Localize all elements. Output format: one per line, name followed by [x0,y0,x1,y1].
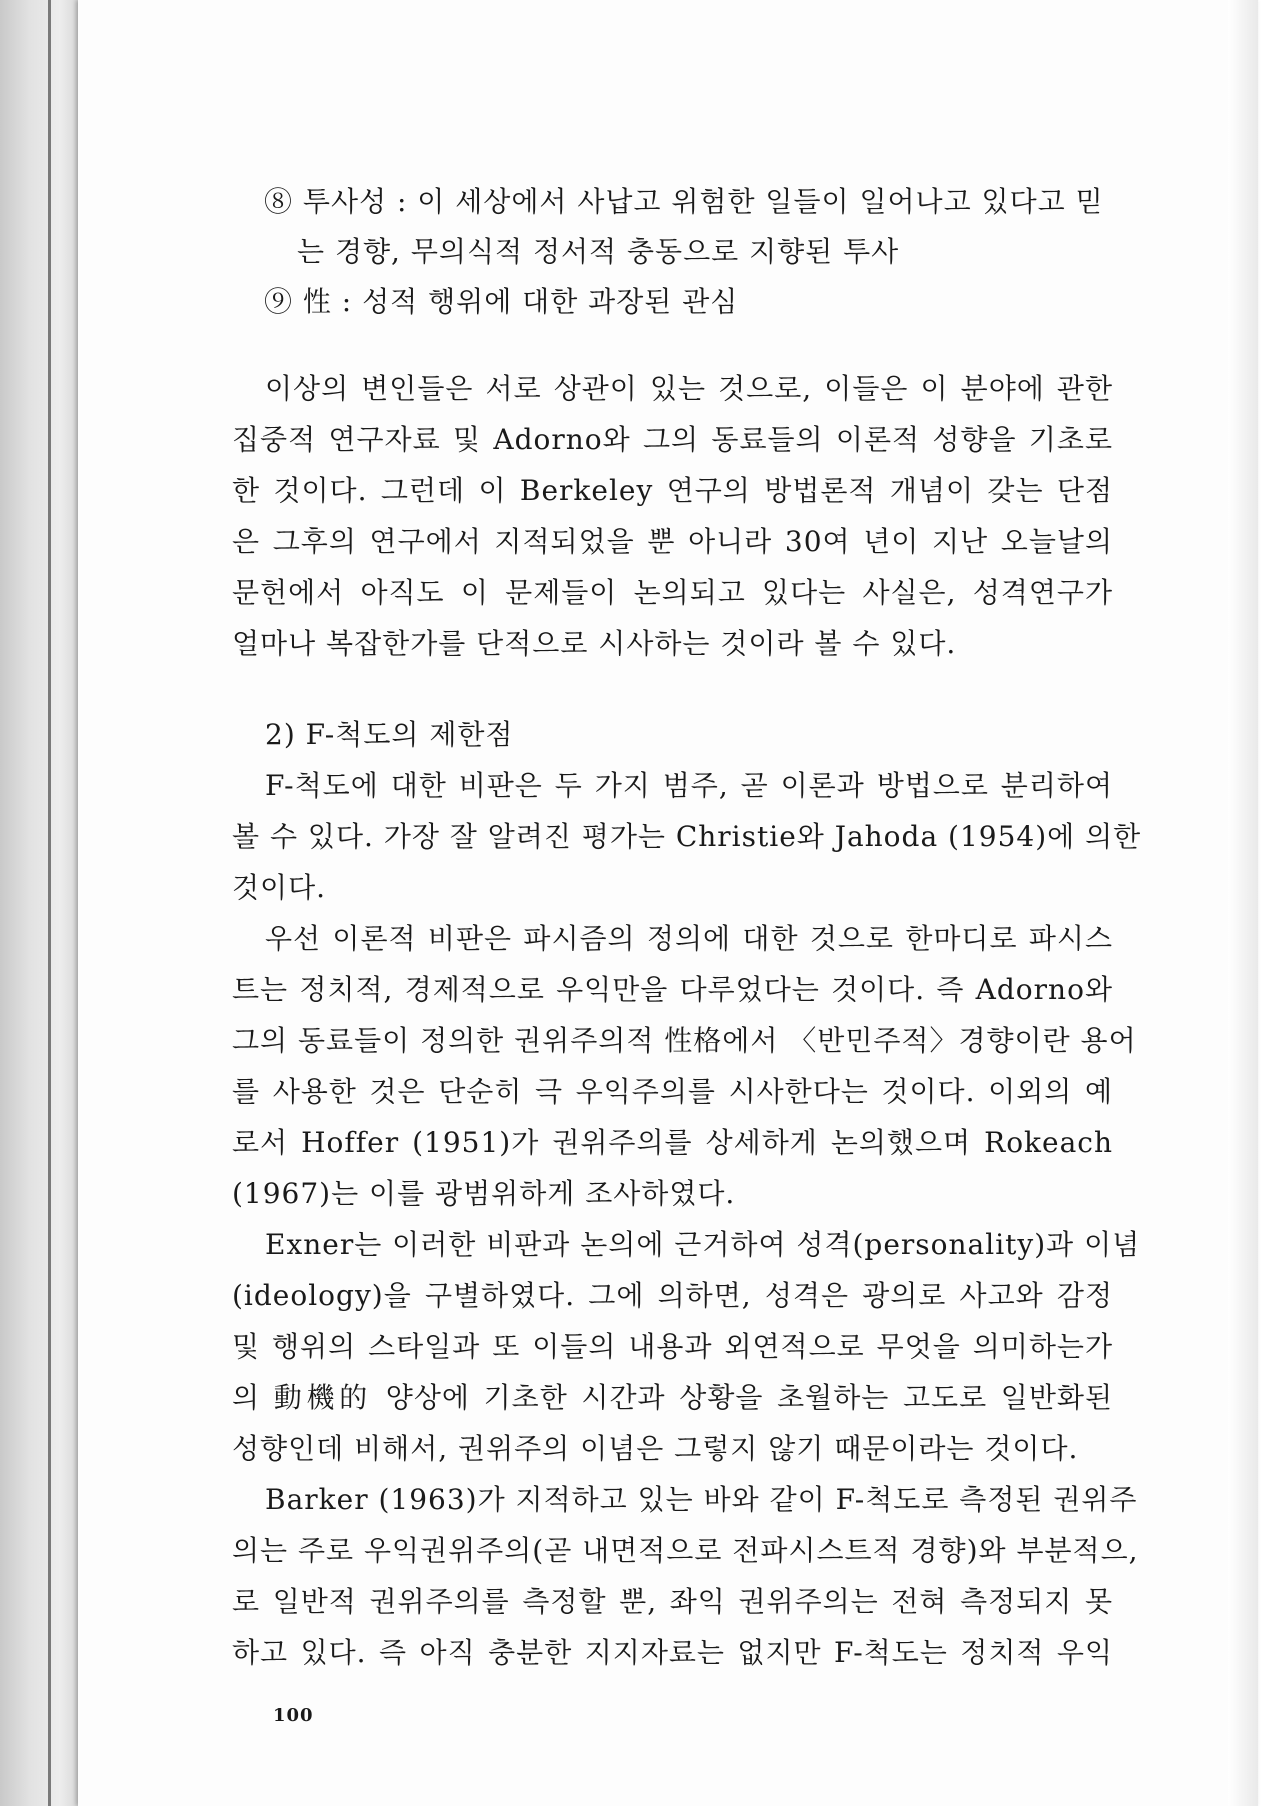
paragraph-5-line-2: 의는 주로 우익권위주의(곧 내면적으로 전파시스트적 경향)와 부분적으, [232,1534,1139,1567]
list-item-9: ⑨ 性 : 성적 행위에 대한 과장된 관심 [264,285,739,318]
paragraph-3-line-3: 그의 동료들이 정의한 권위주의적 性格에서 〈반민주적〉경향이란 용어 [232,1024,1137,1057]
paragraph-5-line-1: Barker (1963)가 지적하고 있는 바와 같이 F-척도로 측정된 권위주 [265,1483,1138,1516]
paragraph-4-line-3: 및 행위의 스타일과 또 이들의 내용과 외연적으로 무엇을 의미하는가 [232,1330,1113,1363]
list-item-8-line-1: ⑧ 투사성 : 이 세상에서 사납고 위험한 일들이 일어나고 있다고 믿 [264,185,1104,218]
paragraph-1-line-4: 은 그후의 연구에서 지적되었을 뿐 아니라 30여 년이 지난 오늘날의 [232,525,1113,558]
paragraph-4-line-4: 의 動機的 양상에 기초한 시간과 상황을 초월하는 고도로 일반화된 [232,1381,1113,1414]
paragraph-5-line-4: 하고 있다. 즉 아직 충분한 지지자료는 없지만 F-척도는 정치적 우익 [232,1636,1113,1669]
paragraph-3-line-6: (1967)는 이를 광범위하게 조사하였다. [232,1177,736,1210]
paragraph-2-line-1: F-척도에 대한 비판은 두 가지 범주, 곧 이론과 방법으로 분리하여 [265,769,1113,802]
paragraph-1-line-5: 문헌에서 아직도 이 문제들이 논의되고 있다는 사실은, 성격연구가 [232,576,1113,609]
list-item-8-line-2: 는 경향, 무의식적 정서적 충동으로 지향된 투사 [297,235,900,268]
page-number: 100 [273,1705,314,1726]
paragraph-2-line-3: 것이다. [232,871,327,904]
paragraph-4-line-1: Exner는 이러한 비판과 논의에 근거하여 성격(personality)과 이념 [265,1228,1141,1261]
paragraph-3-line-1: 우선 이론적 비판은 파시즘의 정의에 대한 것으로 한마디로 파시스 [265,922,1113,955]
paragraph-1-line-1: 이상의 변인들은 서로 상관이 있는 것으로, 이들은 이 분야에 관한 [265,372,1113,405]
paragraph-3-line-4: 를 사용한 것은 단순히 극 우익주의를 시사한다는 것이다. 이외의 예 [232,1075,1113,1108]
paragraph-4-line-5: 성향인데 비해서, 권위주의 이념은 그렇지 않기 때문이라는 것이다. [232,1432,1079,1465]
paragraph-1-line-2: 집중적 연구자료 및 Adorno와 그의 동료들의 이론적 성향을 기초로 [232,423,1113,456]
section-heading: 2) F-척도의 제한점 [265,718,514,751]
paragraph-3-line-5: 로서 Hoffer (1951)가 권위주의를 상세하게 논의했으며 Rokeach [232,1126,1113,1159]
page-edge-shadow [1228,0,1258,1806]
paragraph-4-line-2: (ideology)을 구별하였다. 그에 의하면, 성격은 광의로 사고와 감정 [232,1279,1113,1312]
paragraph-3-line-2: 트는 정치적, 경제적으로 우익만을 다루었다는 것이다. 즉 Adorno와 [232,973,1113,1006]
paragraph-1-line-3: 한 것이다. 그런데 이 Berkeley 연구의 방법론적 개념이 갖는 단점 [232,474,1113,507]
paragraph-2-line-2: 볼 수 있다. 가장 잘 알려진 평가는 Christie와 Jahoda (1954)에 의한 [232,820,1142,853]
book-spine [0,0,78,1806]
paragraph-5-line-3: 로 일반적 권위주의를 측정할 뿐, 좌익 권위주의는 전혀 측정되지 못 [232,1585,1113,1618]
spine-edge [48,0,51,1806]
paragraph-1-line-6: 얼마나 복잡한가를 단적으로 시사하는 것이라 볼 수 있다. [232,627,957,660]
